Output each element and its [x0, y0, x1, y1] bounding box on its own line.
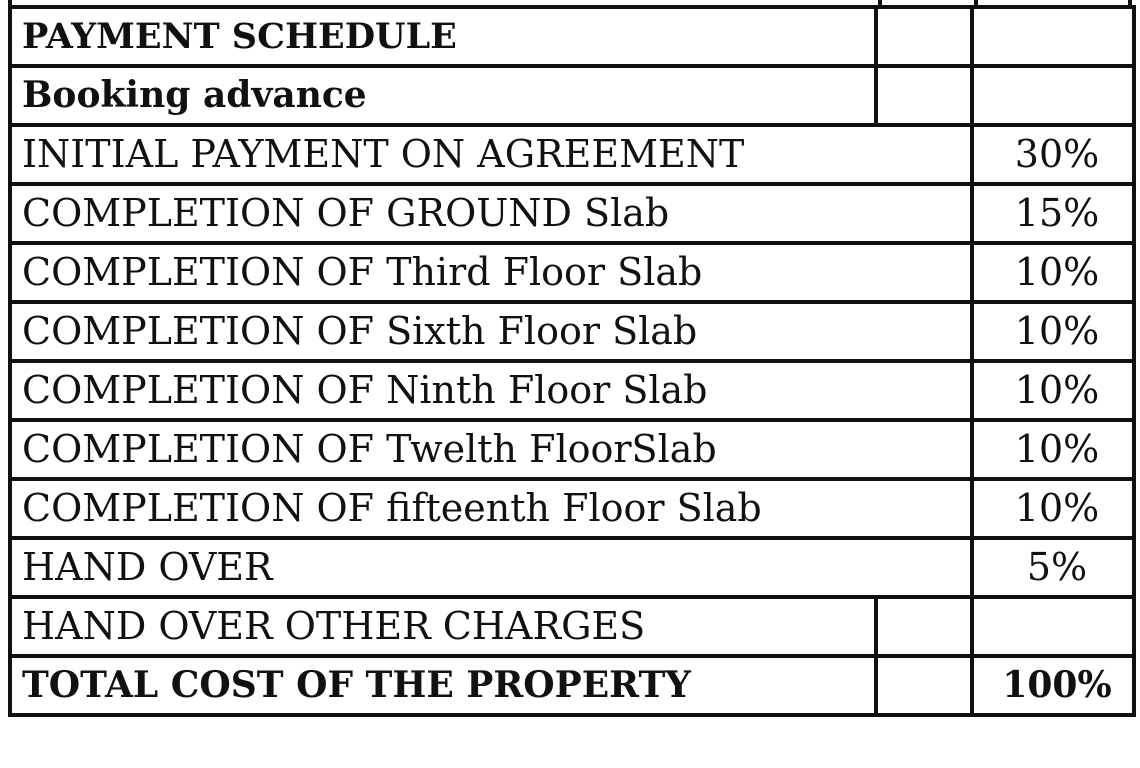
table-row: [10, 420, 1134, 479]
row-percent: 10%: [972, 479, 1134, 538]
row-label: COMPLETION OF GROUND Slab: [10, 184, 972, 243]
empty-cell: [972, 7, 1134, 66]
payment-schedule-table: [8, 5, 1136, 717]
row-label: COMPLETION OF Sixth Floor Slab: [10, 302, 972, 361]
row-percent: 10%: [972, 361, 1134, 420]
row-label: COMPLETION OF Third Floor Slab: [10, 243, 972, 302]
row-label: COMPLETION OF fifteenth Floor Slab: [10, 479, 972, 538]
row-label: COMPLETION OF Twelth FloorSlab: [10, 420, 972, 479]
table-row: [10, 125, 1134, 184]
table-subtitle: Booking advance: [10, 66, 876, 125]
row-percent: 15%: [972, 184, 1134, 243]
empty-cell: [972, 66, 1134, 125]
row-label: INITIAL PAYMENT ON AGREEMENT: [10, 125, 972, 184]
table-row: [10, 243, 1134, 302]
row-label: COMPLETION OF Ninth Floor Slab: [10, 361, 972, 420]
empty-cell: [876, 66, 972, 125]
empty-cell: [876, 597, 972, 656]
table-row: [10, 479, 1134, 538]
empty-cell: [876, 7, 972, 66]
row-percent: 30%: [972, 125, 1134, 184]
table-row: [10, 361, 1134, 420]
row-label: HAND OVER: [10, 538, 972, 597]
row-percent: 10%: [972, 420, 1134, 479]
row-percent: 10%: [972, 243, 1134, 302]
row-percent: [972, 597, 1134, 656]
total-percent: 100%: [972, 656, 1134, 715]
row-percent: 10%: [972, 302, 1134, 361]
empty-cell: [876, 656, 972, 715]
row-percent: 5%: [972, 538, 1134, 597]
table-title: PAYMENT SCHEDULE: [10, 7, 876, 66]
total-label: TOTAL COST OF THE PROPERTY: [10, 656, 876, 715]
table-row: [10, 597, 1134, 656]
table-row: [10, 538, 1134, 597]
table-row: [10, 302, 1134, 361]
table-subheader-row: [10, 66, 1134, 125]
row-label: HAND OVER OTHER CHARGES: [10, 597, 876, 656]
table-total-row: [10, 656, 1134, 715]
table-header-row: [10, 7, 1134, 66]
table-row: [10, 184, 1134, 243]
